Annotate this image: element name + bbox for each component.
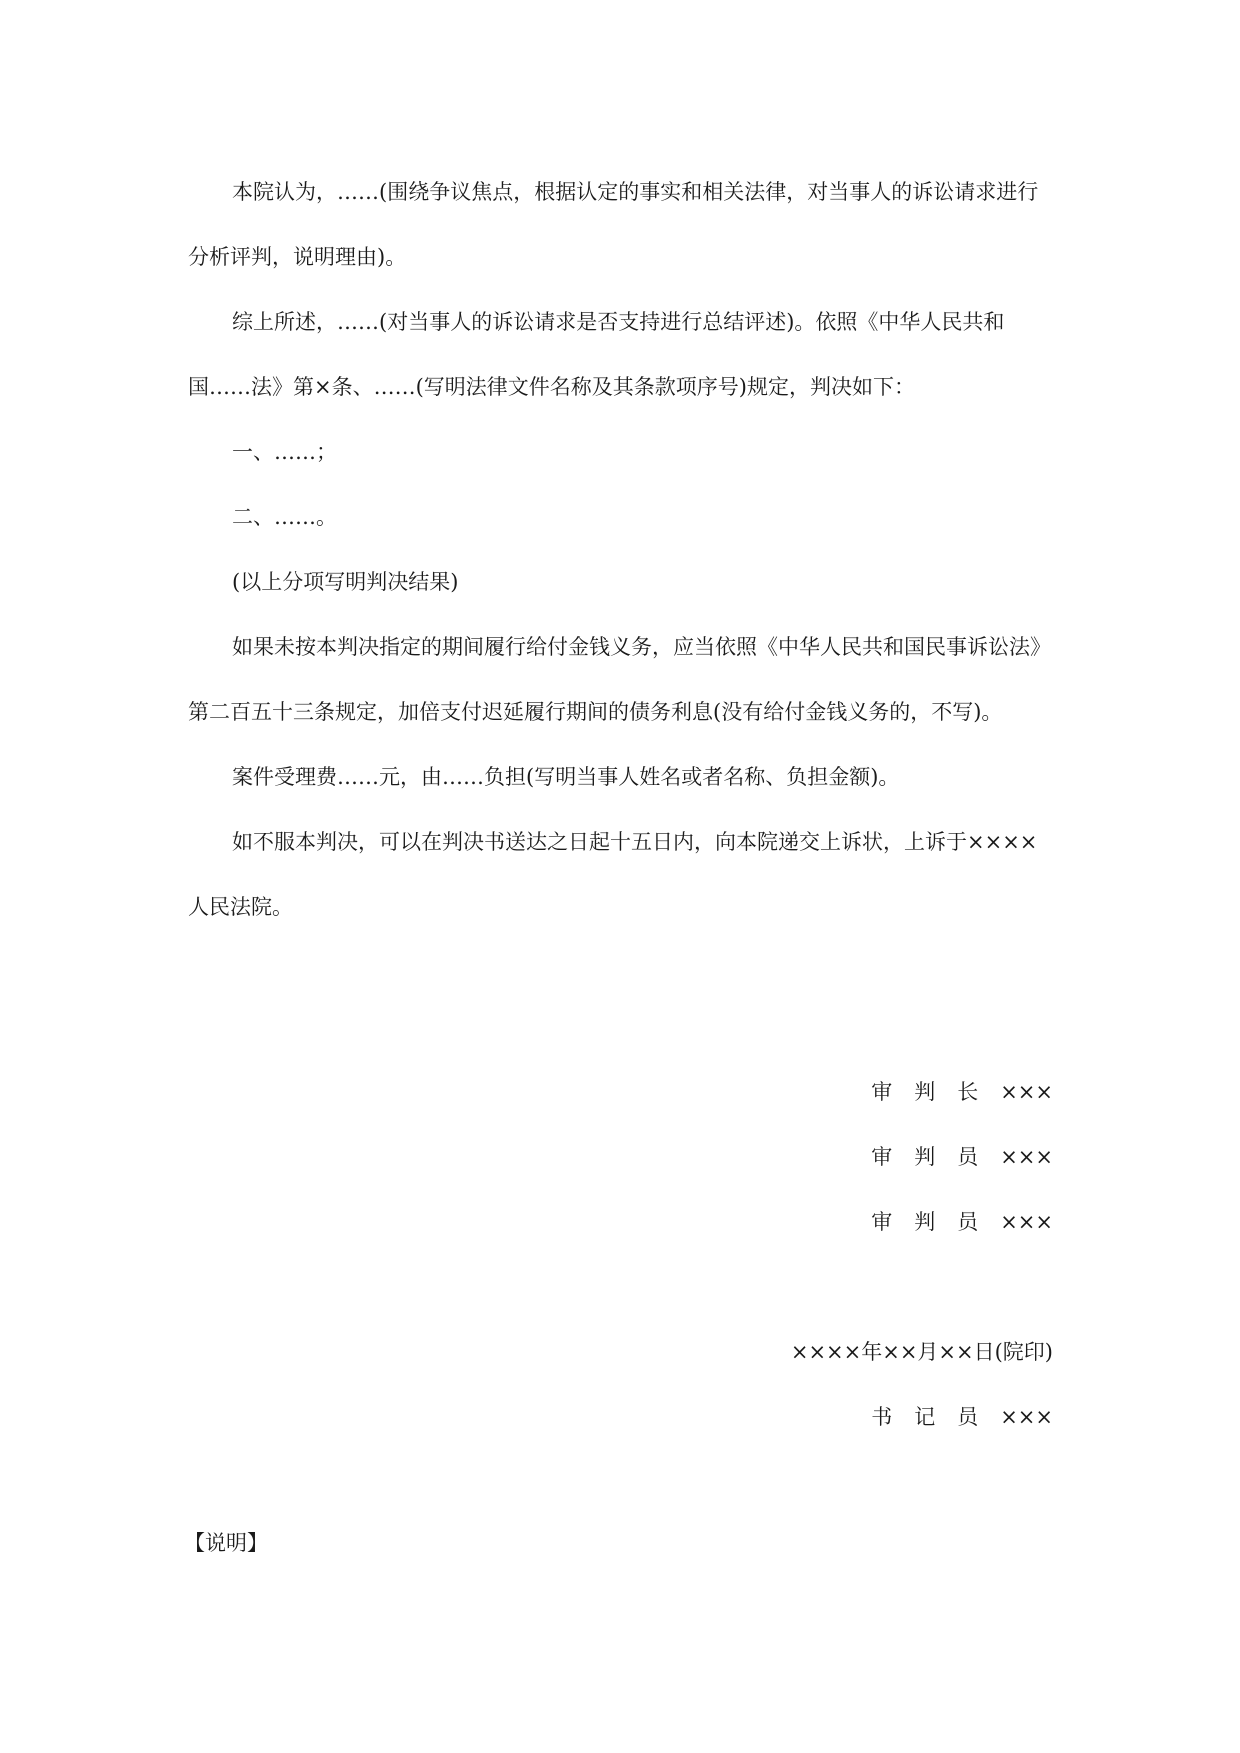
signature-block [871,1060,1053,1255]
paragraph-delay-interest: 如果未按本判决指定的期间履行给付金钱义务，应当依照《中华人民共和国民事诉讼法》第二百五十三条规定，加倍支付迟延履行期间的债务利息(没有给付金钱义务的，不写)。 [188,635,1051,724]
signature-line-judge [871,1190,1053,1255]
paragraph-summary: 综上所述，……(对当事人的诉讼请求是否支持进行总结评述)。依照《中华人民共和国……法》第×条、……(写明法律文件名称及其条款项序号)规定，判决如下： [188,310,1005,399]
signature-name: ××× [1000,1210,1053,1234]
note-heading: 【说明】 [184,1531,268,1555]
paragraph-items-note: (以上分项写明判决结果) [232,570,459,594]
date-block [791,1320,1053,1450]
signature-name: ××× [1000,1405,1053,1429]
paragraph-item-two: 二、……。 [232,505,337,529]
judgment-body [188,160,1056,940]
signature-line-judge [871,1125,1053,1190]
signature-line-clerk [791,1385,1053,1450]
signature-title: 审判员 [871,1210,1001,1234]
signature-title: 书记员 [871,1405,1001,1429]
signature-title: 审判员 [871,1145,1001,1169]
signature-line-presiding-judge [871,1060,1053,1125]
paragraph-item-one: 一、……； [232,440,337,464]
signature-name: ××× [1000,1080,1053,1104]
judgment-date: ××××年××月××日(院印) [790,1340,1053,1364]
paragraph-court-opinion: 本院认为，……(围绕争议焦点，根据认定的事实和相关法律，对当事人的诉讼请求进行分析评判，说明理由)。 [188,180,1039,269]
signature-title: 审判长 [871,1080,1001,1104]
paragraph-appeal: 如不服本判决，可以在判决书送达之日起十五日内，向本院递交上诉状，上诉于××××人民法院。 [188,830,1038,919]
signature-name: ××× [1000,1145,1053,1169]
paragraph-case-fee: 案件受理费……元，由……负担(写明当事人姓名或者名称、负担金额)。 [232,765,900,789]
